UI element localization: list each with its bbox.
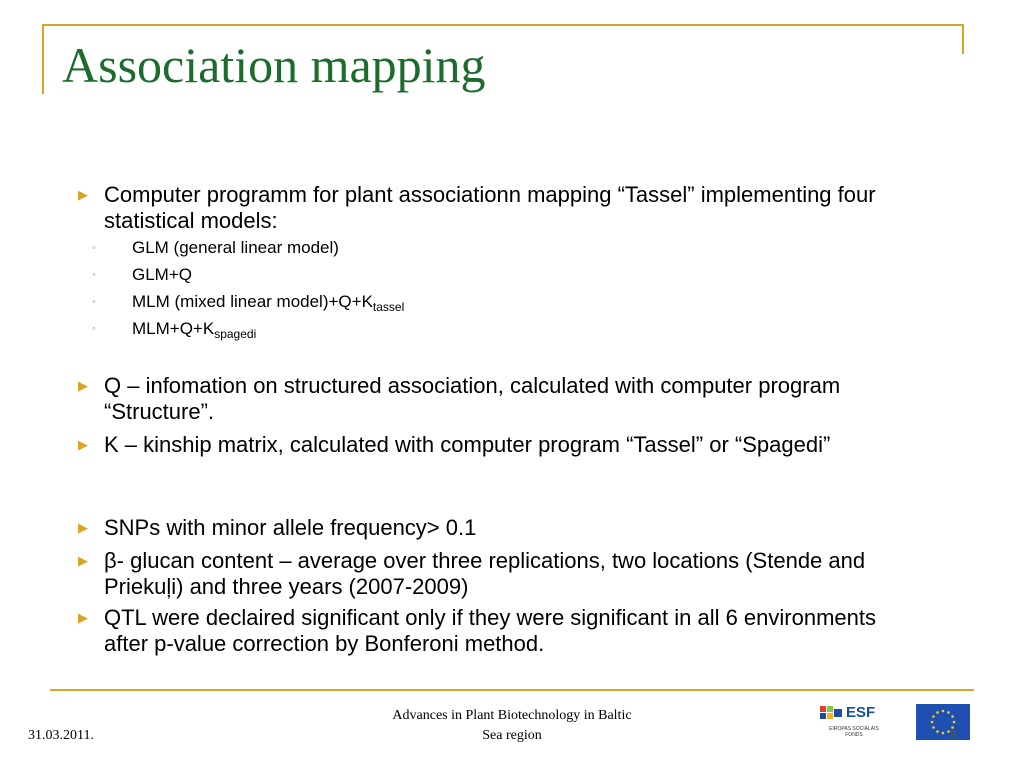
triangle-bullet-icon: ▶ — [78, 610, 88, 625]
sub-bullet-item — [92, 291, 832, 318]
eu-star-icon — [932, 715, 935, 718]
eu-star-icon — [942, 732, 945, 735]
triangle-bullet-icon: ▶ — [78, 520, 88, 535]
slide-title: Association mapping — [62, 37, 486, 93]
triangle-bullet-icon: ▶ — [78, 187, 88, 202]
triangle-bullet-icon: ▶ — [78, 378, 88, 393]
circle-sub-bullet-icon: ◦ — [92, 296, 96, 308]
eu-star-icon — [942, 710, 945, 713]
bullet-item — [78, 182, 904, 234]
bullet-item — [78, 515, 904, 541]
bullet-item — [78, 432, 904, 458]
title-frame-top — [42, 24, 964, 26]
eu-star-icon — [947, 711, 950, 714]
eu-stars-icon — [916, 704, 970, 740]
eu-star-icon — [936, 730, 939, 733]
triangle-bullet-icon: ▶ — [78, 437, 88, 452]
subscript-tassel: tassel — [372, 300, 405, 314]
eu-star-icon — [932, 726, 935, 729]
title-frame-right — [962, 24, 964, 54]
sub-bullet-text: GLM (general linear model) — [132, 238, 339, 257]
circle-sub-bullet-icon: ◦ — [92, 242, 96, 254]
footer-divider — [50, 689, 974, 691]
circle-sub-bullet-icon: ◦ — [92, 323, 96, 335]
footer-title-line-2: Sea region — [482, 728, 542, 743]
sub-bullet-item — [92, 318, 832, 345]
title-frame-left — [42, 24, 44, 94]
eu-star-icon — [931, 721, 934, 724]
eu-star-icon — [951, 715, 954, 718]
page-number: 8 — [950, 728, 957, 743]
sub-bullet-text: GLM+Q — [132, 265, 192, 284]
bullet-item — [78, 548, 904, 600]
bullet-item — [78, 373, 904, 425]
bullet-text: β- glucan content – average over three replications, two locations (Stende and Priekuļi) and three years (2007-2009) — [104, 548, 866, 599]
bullet-text: Computer programm for plant associationn mapping “Tassel” implementing four statistical models: — [104, 182, 876, 233]
bullet-item — [78, 605, 904, 657]
footer-date: 31.03.2011. — [28, 728, 94, 743]
eu-flag-logo — [916, 704, 970, 740]
esf-label: ESF — [846, 704, 876, 721]
eu-star-icon — [953, 721, 956, 724]
sub-bullet-item — [92, 237, 832, 259]
bullet-text: SNPs with minor allele frequency> 0.1 — [104, 515, 477, 540]
bullet-text: Q – infomation on structured association, calculated with computer program “Structure”. — [104, 373, 841, 424]
esf-mark-icon — [820, 706, 844, 722]
eu-star-icon — [936, 711, 939, 714]
bullet-text: K – kinship matrix, calculated with computer program “Tassel” or “Spagedi” — [104, 432, 831, 457]
footer-conference-title — [362, 706, 662, 746]
triangle-bullet-icon: ▶ — [78, 553, 88, 568]
sub-bullet-text: MLM (mixed linear model)+Q+K — [132, 292, 373, 311]
esf-logo — [820, 704, 880, 740]
bullet-text: QTL were declaired significant only if they were significant in all 6 environments after p-value correction by Bonferoni method. — [104, 605, 876, 656]
footer-title-line-1: Advances in Plant Biotechnology in Baltic — [392, 708, 632, 723]
circle-sub-bullet-icon: ◦ — [92, 269, 96, 281]
sub-bullet-item — [92, 264, 832, 286]
sub-bullet-text: MLM+Q+K — [132, 319, 215, 338]
subscript-spagedi: spagedi — [214, 327, 257, 341]
esf-subtext: EIROPAS SOCIĀLAIS FONDS — [829, 726, 879, 738]
